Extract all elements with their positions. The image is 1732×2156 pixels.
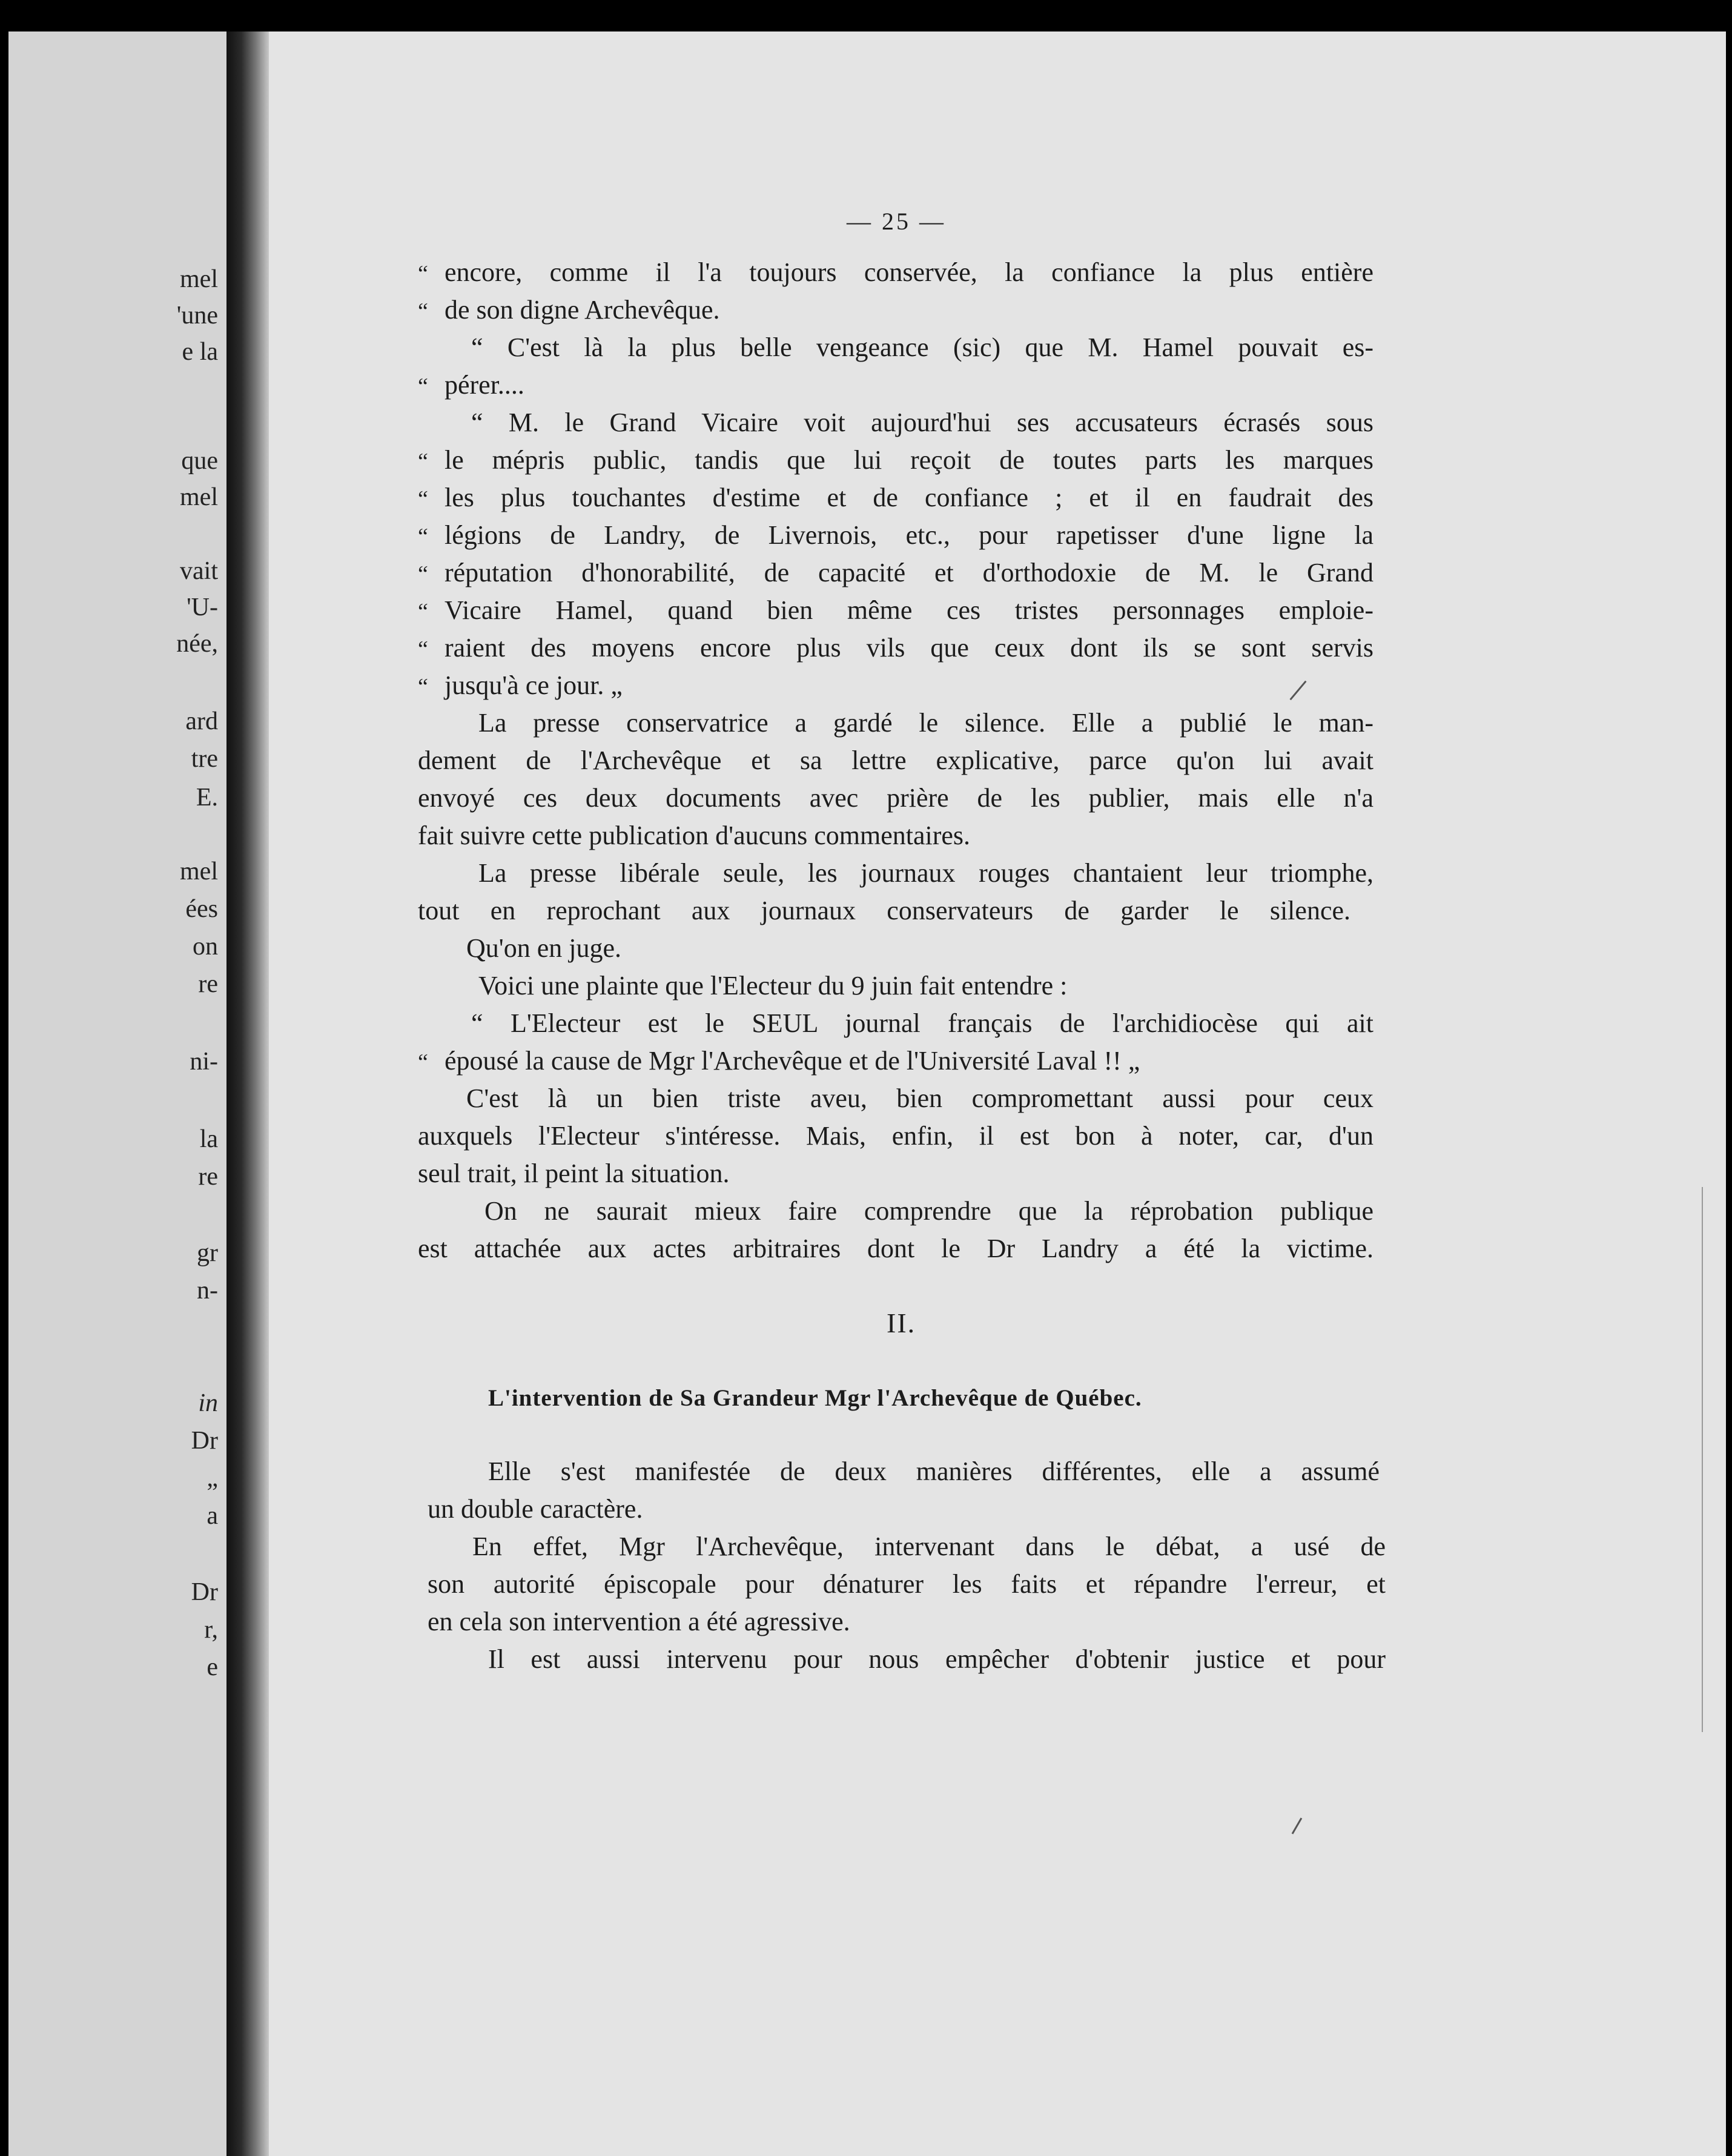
text-line: tout en reprochant aux journaux conservateurs de garder le silence. — [418, 896, 1350, 925]
film-border-right — [1726, 0, 1732, 2156]
prev-page-fragment: re — [198, 1163, 218, 1191]
text-line: envoyé ces deux documents avec prière de les publier, mais elle n'a — [418, 783, 1373, 813]
prev-page-fragment: ées — [185, 895, 218, 923]
text-line: “ légions de Landry, de Livernois, etc., pour rapetisser d'une ligne la — [418, 520, 1373, 550]
text-line: “ de son digne Archevêque. — [418, 295, 720, 325]
prev-page-fragment: ard — [185, 707, 218, 735]
prev-page-fragment: a — [207, 1502, 218, 1530]
text-line: Il est aussi intervenu pour nous empêcher d'obtenir justice et pour — [488, 1644, 1386, 1674]
text-line: “ le mépris public, tandis que lui reçoit de toutes parts les marques — [418, 445, 1373, 475]
text-line: “ épousé la cause de Mgr l'Archevêque et de l'Université Laval !! „ — [418, 1046, 1140, 1076]
text-line: “ Vicaire Hamel, quand bien même ces tristes personnages emploie- — [418, 595, 1373, 625]
page-number: — 25 — — [847, 208, 946, 235]
text-line: “ raient des moyens encore plus vils que ceux dont ils se sont servis — [418, 633, 1373, 663]
prev-page-fragment: née, — [176, 630, 218, 658]
text-line: auxquels l'Electeur s'intéresse. Mais, enfin, il est bon à noter, car, d'un — [418, 1121, 1373, 1151]
text-line: La presse conservatrice a gardé le silence. Elle a publié le man- — [478, 708, 1373, 738]
text-line: Voici une plainte que l'Electeur du 9 juin fait entendre : — [478, 971, 1068, 1000]
prev-page-fragment: e la — [182, 338, 218, 366]
previous-page-edge — [8, 31, 226, 2156]
text-line: En effet, Mgr l'Archevêque, intervenant dans le débat, a usé de — [472, 1532, 1386, 1561]
text-line: La presse libérale seule, les journaux rouges chantaient leur triomphe, — [478, 858, 1373, 888]
text-line: son autorité épiscopale pour dénaturer les faits et répandre l'erreur, et — [428, 1569, 1386, 1599]
text-line: On ne saurait mieux faire comprendre que la réprobation publique — [484, 1196, 1373, 1226]
prev-page-fragment: 'U- — [187, 594, 218, 621]
prev-page-fragment: in — [198, 1389, 218, 1417]
prev-page-fragment: vait — [180, 557, 218, 585]
text-line: “ réputation d'honorabilité, de capacité et d'orthodoxie de M. le Grand — [418, 558, 1373, 587]
text-line: “ encore, comme il l'a toujours conservée, la confiance la plus entière — [418, 257, 1373, 287]
prev-page-fragment: gr — [197, 1239, 218, 1267]
text-line: “ jusqu'à ce jour. „ — [418, 670, 623, 700]
prev-page-fragment: mel — [180, 483, 218, 511]
prev-page-fragment: mel — [180, 858, 218, 885]
prev-page-fragment: 'une — [176, 302, 218, 329]
page-edge-shadow — [1702, 1187, 1703, 1732]
prev-page-fragment: „ — [207, 1464, 218, 1492]
text-line: Qu'on en juge. — [466, 933, 621, 963]
text-line: seul trait, il peint la situation. — [418, 1159, 730, 1188]
text-line: dement de l'Archevêque et sa lettre explicative, parce qu'on lui avait — [418, 746, 1373, 775]
text-line: Elle s'est manifestée de deux manières différentes, elle a assumé — [488, 1457, 1380, 1486]
prev-page-fragment: tre — [191, 745, 218, 773]
text-line: “ C'est là la plus belle vengeance (sic) que M. Hamel pouvait es- — [471, 332, 1373, 362]
prev-page-fragment: r, — [204, 1616, 218, 1644]
prev-page-fragment: on — [193, 933, 218, 961]
prev-page-fragment: Dr — [191, 1578, 218, 1606]
text-line: C'est là un bien triste aveu, bien compromettant aussi pour ceux — [466, 1083, 1373, 1113]
section-number: II. — [887, 1308, 916, 1338]
text-line: “ L'Electeur est le SEUL journal français de l'archidiocèse qui ait — [471, 1008, 1373, 1038]
prev-page-fragment: la — [199, 1125, 218, 1153]
prev-page-fragment: re — [198, 970, 218, 998]
book-gutter — [226, 31, 269, 2156]
text-line: “ M. le Grand Vicaire voit aujourd'hui ses accusateurs écrasés sous — [471, 408, 1373, 437]
text-line: est attachée aux actes arbitraires dont le Dr Landry a été la victime. — [418, 1234, 1373, 1263]
text-line: “ les plus touchantes d'estime et de confiance ; et il en faudrait des — [418, 483, 1373, 512]
text-line: en cela son intervention a été agressive. — [428, 1607, 850, 1636]
prev-page-fragment: Dr — [191, 1427, 218, 1455]
prev-page-fragment: ni- — [190, 1048, 218, 1076]
film-border-top — [0, 0, 1732, 31]
text-line: “ pérer.... — [418, 370, 524, 400]
film-border-left — [0, 0, 8, 2156]
prev-page-fragment: E. — [196, 784, 218, 812]
prev-page-fragment: mel — [180, 265, 218, 293]
prev-page-fragment: n- — [197, 1277, 218, 1305]
section-title: L'intervention de Sa Grandeur Mgr l'Archevêque de Québec. — [488, 1385, 1142, 1411]
prev-page-fragment: e — [207, 1653, 218, 1681]
text-line: un double caractère. — [428, 1494, 643, 1524]
prev-page-fragment: que — [181, 447, 218, 475]
text-line: fait suivre cette publication d'aucuns commentaires. — [418, 821, 971, 850]
